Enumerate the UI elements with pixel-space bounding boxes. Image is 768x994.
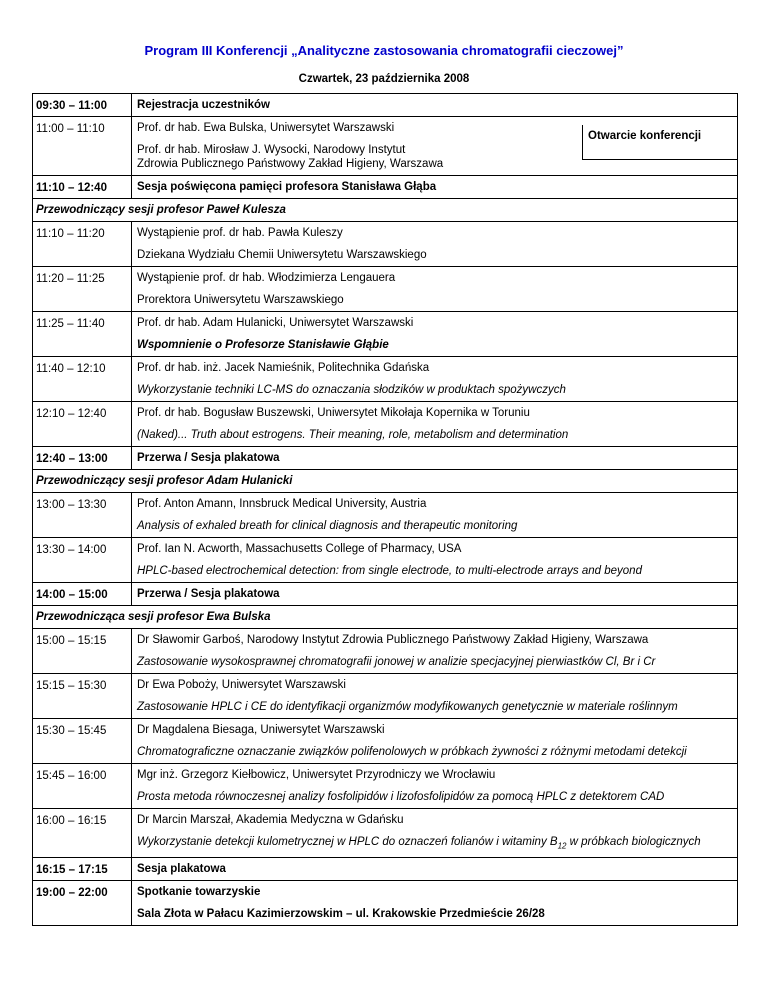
time-cell: 12:10 – 12:40 (33, 402, 132, 446)
speaker-line: Prof. Anton Amann, Innsbruck Medical University, Austria (137, 498, 427, 510)
talk-title: Zastosowanie HPLC i CE do identyfikacji organizmów modyfikowanych genetycznie w materiale roślinnym (137, 701, 678, 713)
page-title: Program III Konferencji „Analityczne zastosowania chromatografii cieczowej” (144, 43, 624, 58)
speaker-line-part: Zdrowia Publicznego Państwowy Zakład Higieny, Warszawa (137, 158, 444, 170)
session-body (132, 222, 737, 266)
time-cell: 11:20 – 11:25 (33, 267, 132, 311)
schedule-row (33, 537, 737, 582)
speaker-line: Dr Magdalena Biesaga, Uniwersytet Warszawski (137, 724, 385, 736)
schedule-row (33, 880, 737, 925)
schedule-row (33, 763, 737, 808)
time-cell: 09:30 – 11:00 (33, 94, 132, 116)
session-title: Przerwa / Sesja plakatowa (137, 588, 280, 600)
session-body (132, 402, 737, 446)
schedule-row (33, 446, 737, 469)
schedule-table (32, 93, 738, 926)
speaker-line: Wystąpienie prof. dr hab. Włodzimierza Lengauera (137, 272, 396, 284)
venue: Sala Złota w Pałacu Kazimierzowskim – ul. Krakowskie Przedmieście 26/28 (137, 908, 545, 921)
talk-title: Chromatograficzne oznaczanie związków polifenolowych w próbkach żywności z różnymi metodami detekcji (137, 746, 687, 758)
opening-label: Otwarcie konferencji (582, 125, 737, 160)
time-cell: 15:30 – 15:45 (33, 719, 132, 763)
talk-title: Wspomnienie o Profesorze Stanisławie Głąbie (137, 339, 389, 351)
session-body (132, 629, 737, 673)
talk-title-part: w próbkach biologicznych (566, 836, 701, 848)
time-cell: 11:25 – 11:40 (33, 312, 132, 356)
schedule-row (33, 857, 737, 880)
time-cell: 14:00 – 15:00 (33, 583, 132, 605)
talk-title: Wykorzystanie techniki LC-MS do oznaczania słodzików w produktach spożywczych (137, 384, 566, 396)
session-body (132, 764, 737, 808)
session-chair: Przewodniczący sesji profesor Adam Hulanicki (33, 469, 737, 492)
schedule-row (33, 116, 737, 175)
schedule-row (33, 628, 737, 673)
session-title: Sesja plakatowa (137, 863, 226, 876)
session-body (132, 809, 737, 857)
speaker-line: Dr Ewa Poboży, Uniwersytet Warszawski (137, 679, 346, 691)
schedule-row (33, 808, 737, 857)
talk-title (137, 835, 731, 853)
session-body (132, 538, 737, 582)
session-body (132, 719, 737, 763)
speaker-line: Dr Sławomir Garboś, Narodowy Instytut Zdrowia Publicznego Państwowy Zakład Higieny, Warszawa (137, 634, 649, 646)
time-cell: 15:15 – 15:30 (33, 674, 132, 718)
talk-title-part: Wykorzystanie detekcji kulometrycznej w HPLC do oznaczeń folianów i witaminy B (137, 836, 558, 848)
subscript: 12 (557, 841, 567, 851)
time-cell: 15:45 – 16:00 (33, 764, 132, 808)
speakers (132, 117, 582, 175)
time-cell: 16:15 – 17:15 (33, 858, 132, 880)
schedule-row (33, 582, 737, 605)
time-cell: 11:10 – 11:20 (33, 222, 132, 266)
schedule-row (33, 673, 737, 718)
talk-title: Analysis of exhaled breath for clinical diagnosis and therapeutic monitoring (137, 520, 518, 532)
session-body (132, 357, 737, 401)
time-cell: 13:30 – 14:00 (33, 538, 132, 582)
time-cell: 11:40 – 12:10 (33, 357, 132, 401)
speaker-line: Prof. dr hab. inż. Jacek Namieśnik, Politechnika Gdańska (137, 362, 430, 374)
speaker-line-part: Prof. dr hab. Mirosław J. Wysocki, Narodowy Instytut (137, 144, 406, 156)
speaker-line: Prof. Ian N. Acworth, Massachusetts College of Pharmacy, USA (137, 543, 462, 555)
time-cell: 11:00 – 11:10 (33, 117, 132, 175)
schedule-row (33, 266, 737, 311)
schedule-row (33, 311, 737, 356)
speaker-line: Prof. dr hab. Ewa Bulska, Uniwersytet Warszawski (137, 122, 395, 134)
talk-title: (Naked)... Truth about estrogens. Their meaning, role, metabolism and determination (137, 429, 569, 441)
schedule-row (33, 401, 737, 446)
speaker-role: Dziekana Wydziału Chemii Uniwersytetu Warszawskiego (137, 249, 427, 261)
time-cell: 11:10 – 12:40 (33, 176, 132, 198)
time-cell: 16:00 – 16:15 (33, 809, 132, 857)
speaker-line (137, 143, 576, 171)
speaker-line: Mgr inż. Grzegorz Kiełbowicz, Uniwersytet Przyrodniczy we Wrocławiu (137, 769, 496, 781)
session-body (132, 493, 737, 537)
session-body (132, 881, 737, 925)
speaker-line: Prof. dr hab. Bogusław Buszewski, Uniwersytet Mikołaja Kopernika w Toruniu (137, 407, 530, 419)
schedule-row (33, 175, 737, 198)
talk-title: Prosta metoda równoczesnej analizy fosfolipidów i lizofosfolipidów za pomocą HPLC z detektorem CAD (137, 791, 665, 803)
time-cell: 13:00 – 13:30 (33, 493, 132, 537)
speaker-line: Dr Marcin Marszał, Akademia Medyczna w Gdańsku (137, 814, 404, 826)
time-cell: 15:00 – 15:15 (33, 629, 132, 673)
session-chair: Przewodnicząca sesji profesor Ewa Bulska (33, 605, 737, 628)
speaker-line: Wystąpienie prof. dr hab. Pawła Kuleszy (137, 227, 343, 239)
session-body (132, 267, 737, 311)
schedule-row (33, 356, 737, 401)
schedule-row (33, 492, 737, 537)
session-body (132, 312, 737, 356)
talk-title: HPLC-based electrochemical detection: from single electrode, to multi-electrode arrays and beyond (137, 565, 642, 577)
event-date: Czwartek, 23 października 2008 (298, 73, 470, 85)
session-body (132, 117, 737, 175)
session-body (132, 674, 737, 718)
session-title: Rejestracja uczestników (137, 99, 270, 111)
speaker-line: Prof. dr hab. Adam Hulanicki, Uniwersytet Warszawski (137, 317, 414, 329)
session-title: Sesja poświęcona pamięci profesora Stanisława Głąba (137, 181, 437, 193)
event-name: Spotkanie towarzyskie (137, 886, 261, 899)
talk-title: Zastosowanie wysokosprawnej chromatografii jonowej w analizie specjacyjnej pierwiastków Cl, Br i Cr (137, 656, 656, 668)
time-cell: 12:40 – 13:00 (33, 447, 132, 469)
schedule-row (33, 221, 737, 266)
speaker-role: Prorektora Uniwersytetu Warszawskiego (137, 294, 344, 306)
session-title: Przerwa / Sesja plakatowa (137, 452, 280, 464)
schedule-row (33, 718, 737, 763)
time-cell: 19:00 – 22:00 (33, 881, 132, 925)
session-chair: Przewodniczący sesji profesor Paweł Kulesza (33, 198, 737, 221)
schedule-row (33, 94, 737, 116)
